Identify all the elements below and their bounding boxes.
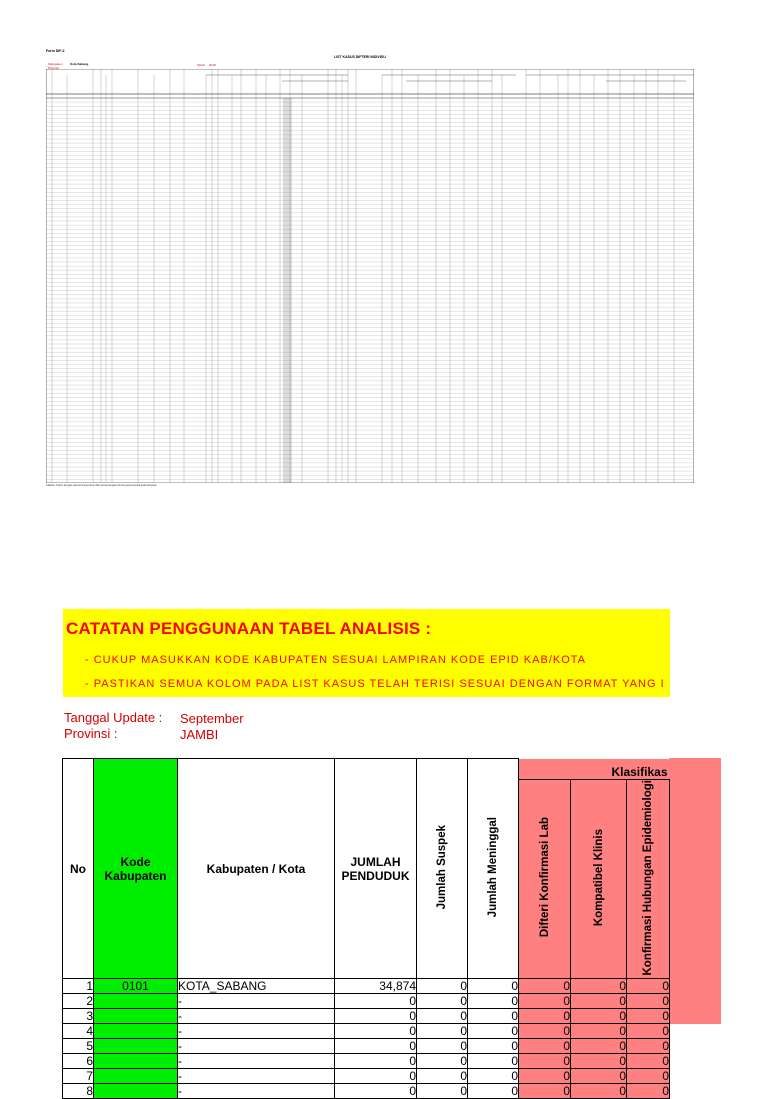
suspek-cell: 0 xyxy=(417,1054,468,1069)
meninggal-cell: 0 xyxy=(468,1069,519,1084)
row-no: 7 xyxy=(63,1069,94,1084)
kabupaten-cell: - xyxy=(178,1069,335,1084)
kode-kabupaten-cell xyxy=(94,1039,178,1054)
klinis-cell: 0 xyxy=(571,1009,627,1024)
lab-cell: 0 xyxy=(519,1039,571,1054)
row-no: 4 xyxy=(63,1024,94,1039)
kode-kabupaten-cell: 0101 xyxy=(94,979,178,994)
table-row xyxy=(63,1009,670,1024)
lab-cell: 0 xyxy=(519,1084,571,1099)
penduduk-cell: 0 xyxy=(335,1069,417,1084)
suspek-cell: 0 xyxy=(417,1039,468,1054)
row-no: 3 xyxy=(63,1009,94,1024)
lab-cell: 0 xyxy=(519,1054,571,1069)
header-kompatibel-klinis: Kompatibel Klinis xyxy=(592,828,605,926)
lab-cell: 0 xyxy=(519,1069,571,1084)
lab-cell: 0 xyxy=(519,994,571,1009)
meninggal-cell: 0 xyxy=(468,979,519,994)
update-date-value: September xyxy=(180,711,244,726)
penduduk-cell: 0 xyxy=(335,1084,417,1099)
row-no: 6 xyxy=(63,1054,94,1069)
highlight-column xyxy=(283,98,292,483)
lab-cell: 0 xyxy=(519,1024,571,1039)
table-row xyxy=(63,1069,670,1084)
row-no: 8 xyxy=(63,1084,94,1099)
period-value: 2018 xyxy=(209,63,216,67)
header-jumlah-suspek: Jumlah Suspek xyxy=(436,824,448,910)
sheet-footnote: Catatan: Kolom dengan warna kuning harus diisi sesuai dengan format yang tersedia pada lampiran xyxy=(46,484,157,487)
header-jumlah-penduduk: JUMLAH PENDUDUK xyxy=(335,759,417,979)
usage-notes-banner xyxy=(63,609,670,697)
kabupaten-cell: - xyxy=(178,1009,335,1024)
header-kabupaten-kota: Kabupaten / Kota xyxy=(178,759,335,979)
kode-kabupaten-cell xyxy=(94,1009,178,1024)
suspek-cell: 0 xyxy=(417,1009,468,1024)
kabupaten-cell: - xyxy=(178,994,335,1009)
header-klasifikasi: Klasifikas xyxy=(519,759,670,780)
epid-cell: 0 xyxy=(627,1054,670,1069)
penduduk-cell: 0 xyxy=(335,1024,417,1039)
kabupaten-cell: - xyxy=(178,1054,335,1069)
kode-kabupaten-cell xyxy=(94,1069,178,1084)
table-row xyxy=(63,1039,670,1054)
update-date-label: Tanggal Update : xyxy=(64,710,163,725)
region-value: Kota Sabang xyxy=(70,62,89,66)
suspek-cell: 0 xyxy=(417,1024,468,1039)
table-row xyxy=(63,994,670,1009)
klinis-cell: 0 xyxy=(571,979,627,994)
period-label: Tahun xyxy=(197,63,206,67)
case-list-sheet-preview xyxy=(44,44,694,494)
meninggal-cell: 0 xyxy=(468,1054,519,1069)
row-no: 5 xyxy=(63,1039,94,1054)
klinis-cell: 0 xyxy=(571,1069,627,1084)
note-line: - PASTIKAN SEMUA KOLOM PADA LIST KASUS TELAH TERISI SESUAI DENGAN FORMAT YANG I xyxy=(85,678,665,690)
table-row xyxy=(63,979,670,994)
klinis-cell: 0 xyxy=(571,1084,627,1099)
meninggal-cell: 0 xyxy=(468,994,519,1009)
klinis-cell: 0 xyxy=(571,994,627,1009)
penduduk-cell: 0 xyxy=(335,1039,417,1054)
epid-cell: 0 xyxy=(627,979,670,994)
suspek-cell: 0 xyxy=(417,994,468,1009)
table-row xyxy=(63,1054,670,1069)
penduduk-cell: 0 xyxy=(335,1054,417,1069)
kode-kabupaten-cell xyxy=(94,1024,178,1039)
epid-cell: 0 xyxy=(627,1009,670,1024)
kabupaten-cell: - xyxy=(178,1039,335,1054)
penduduk-cell: 0 xyxy=(335,994,417,1009)
epid-cell: 0 xyxy=(627,1069,670,1084)
meninggal-cell: 0 xyxy=(468,1009,519,1024)
region-label: Kabupaten xyxy=(48,62,63,66)
header-difteri-konfirmasi-lab: Difteri Konfirmasi Lab xyxy=(538,817,551,938)
meninggal-cell: 0 xyxy=(468,1084,519,1099)
header-jumlah-meninggal: Jumlah Meninggal xyxy=(487,816,499,918)
meninggal-cell: 0 xyxy=(468,1039,519,1054)
header-konfirmasi-hubungan-epid: Konfirmasi Hubungan Epidemiologi xyxy=(642,779,654,975)
epid-cell: 0 xyxy=(627,1039,670,1054)
header-kode-kabupaten: Kode Kabupaten xyxy=(94,759,178,979)
meninggal-cell: 0 xyxy=(468,1024,519,1039)
province-label: Provinsi : xyxy=(64,726,118,741)
row-no: 1 xyxy=(63,979,94,994)
klinis-cell: 0 xyxy=(571,1054,627,1069)
lab-cell: 0 xyxy=(519,1009,571,1024)
header-no: No xyxy=(63,759,94,979)
suspek-cell: 0 xyxy=(417,1084,468,1099)
epid-cell: 0 xyxy=(627,1084,670,1099)
notes-title: CATATAN PENGGUNAAN TABEL ANALISIS : xyxy=(66,619,432,638)
kabupaten-cell: KOTA_SABANG xyxy=(178,979,335,994)
table-row xyxy=(63,1084,670,1099)
epid-cell: 0 xyxy=(627,1024,670,1039)
klinis-cell: 0 xyxy=(571,1039,627,1054)
kode-kabupaten-cell xyxy=(94,994,178,1009)
lab-cell: 0 xyxy=(519,979,571,994)
classification-band-extension xyxy=(669,758,721,1024)
kabupaten-cell: - xyxy=(178,1024,335,1039)
analysis-table xyxy=(62,758,670,1099)
klinis-cell: 0 xyxy=(571,1024,627,1039)
case-list-title: LIST KASUS DIFTERI INDIVIDU xyxy=(334,55,386,59)
region-sub-label: Provinsi xyxy=(48,66,59,70)
kabupaten-cell: - xyxy=(178,1084,335,1099)
row-no: 2 xyxy=(63,994,94,1009)
penduduk-cell: 34,874 xyxy=(335,979,417,994)
suspek-cell: 0 xyxy=(417,979,468,994)
epid-cell: 0 xyxy=(627,994,670,1009)
note-line: - CUKUP MASUKKAN KODE KABUPATEN SESUAI LAMPIRAN KODE EPID KAB/KOTA xyxy=(85,654,587,666)
suspek-cell: 0 xyxy=(417,1069,468,1084)
form-label: Form DIF-2 xyxy=(46,49,65,53)
kode-kabupaten-cell xyxy=(94,1084,178,1099)
province-value: JAMBI xyxy=(180,727,219,742)
penduduk-cell: 0 xyxy=(335,1009,417,1024)
kode-kabupaten-cell xyxy=(94,1054,178,1069)
table-row xyxy=(63,1024,670,1039)
